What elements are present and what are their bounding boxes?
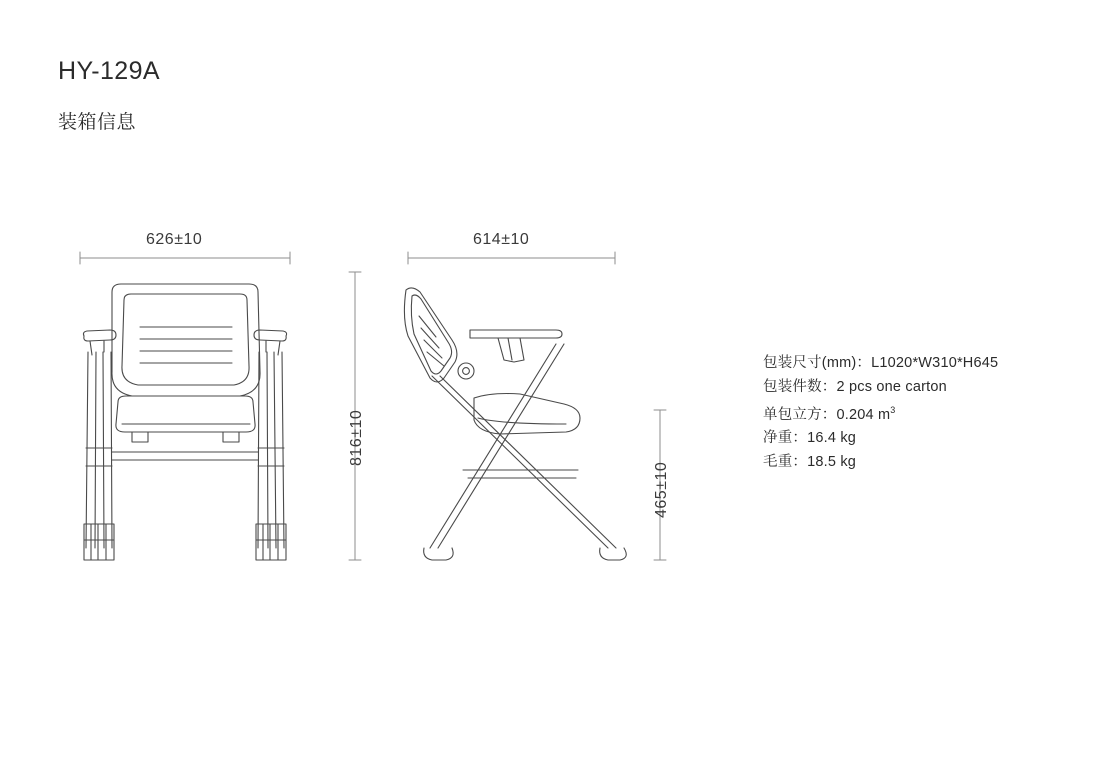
spec-row-net-weight [763, 427, 1083, 451]
spec-row-gross-weight [763, 451, 1083, 475]
side-height-dimension: 465±10 [653, 461, 670, 518]
package-quantity-value: 2 pcs one carton [836, 378, 947, 395]
package-volume-value: 0.204 m [836, 406, 891, 423]
spec-row-package-quantity [763, 376, 1083, 400]
spec-row-package-volume [763, 399, 1083, 427]
spec-row-package-size [763, 352, 1083, 376]
front-height-dimension: 816±10 [348, 409, 365, 466]
package-quantity-label: 包装件数： [763, 378, 837, 395]
package-volume-label: 单包立方： [763, 406, 837, 423]
section-title: 装箱信息 [58, 112, 137, 133]
package-size-label: 包装尺寸(mm)： [763, 355, 872, 371]
packaging-spec-list [763, 352, 1083, 474]
package-size-value: L1020*W310*H645 [871, 355, 999, 371]
side-width-dimension: 614±10 [473, 231, 530, 248]
net-weight-label: 净重： [763, 430, 808, 447]
net-weight-value: 16.4 kg [807, 430, 857, 447]
front-width-dimension: 626±10 [146, 231, 203, 248]
gross-weight-label: 毛重： [763, 453, 808, 470]
page-title: HY-129A [58, 57, 160, 85]
gross-weight-value: 18.5 kg [807, 453, 857, 470]
package-volume-unit-exponent: 3 [890, 405, 896, 415]
